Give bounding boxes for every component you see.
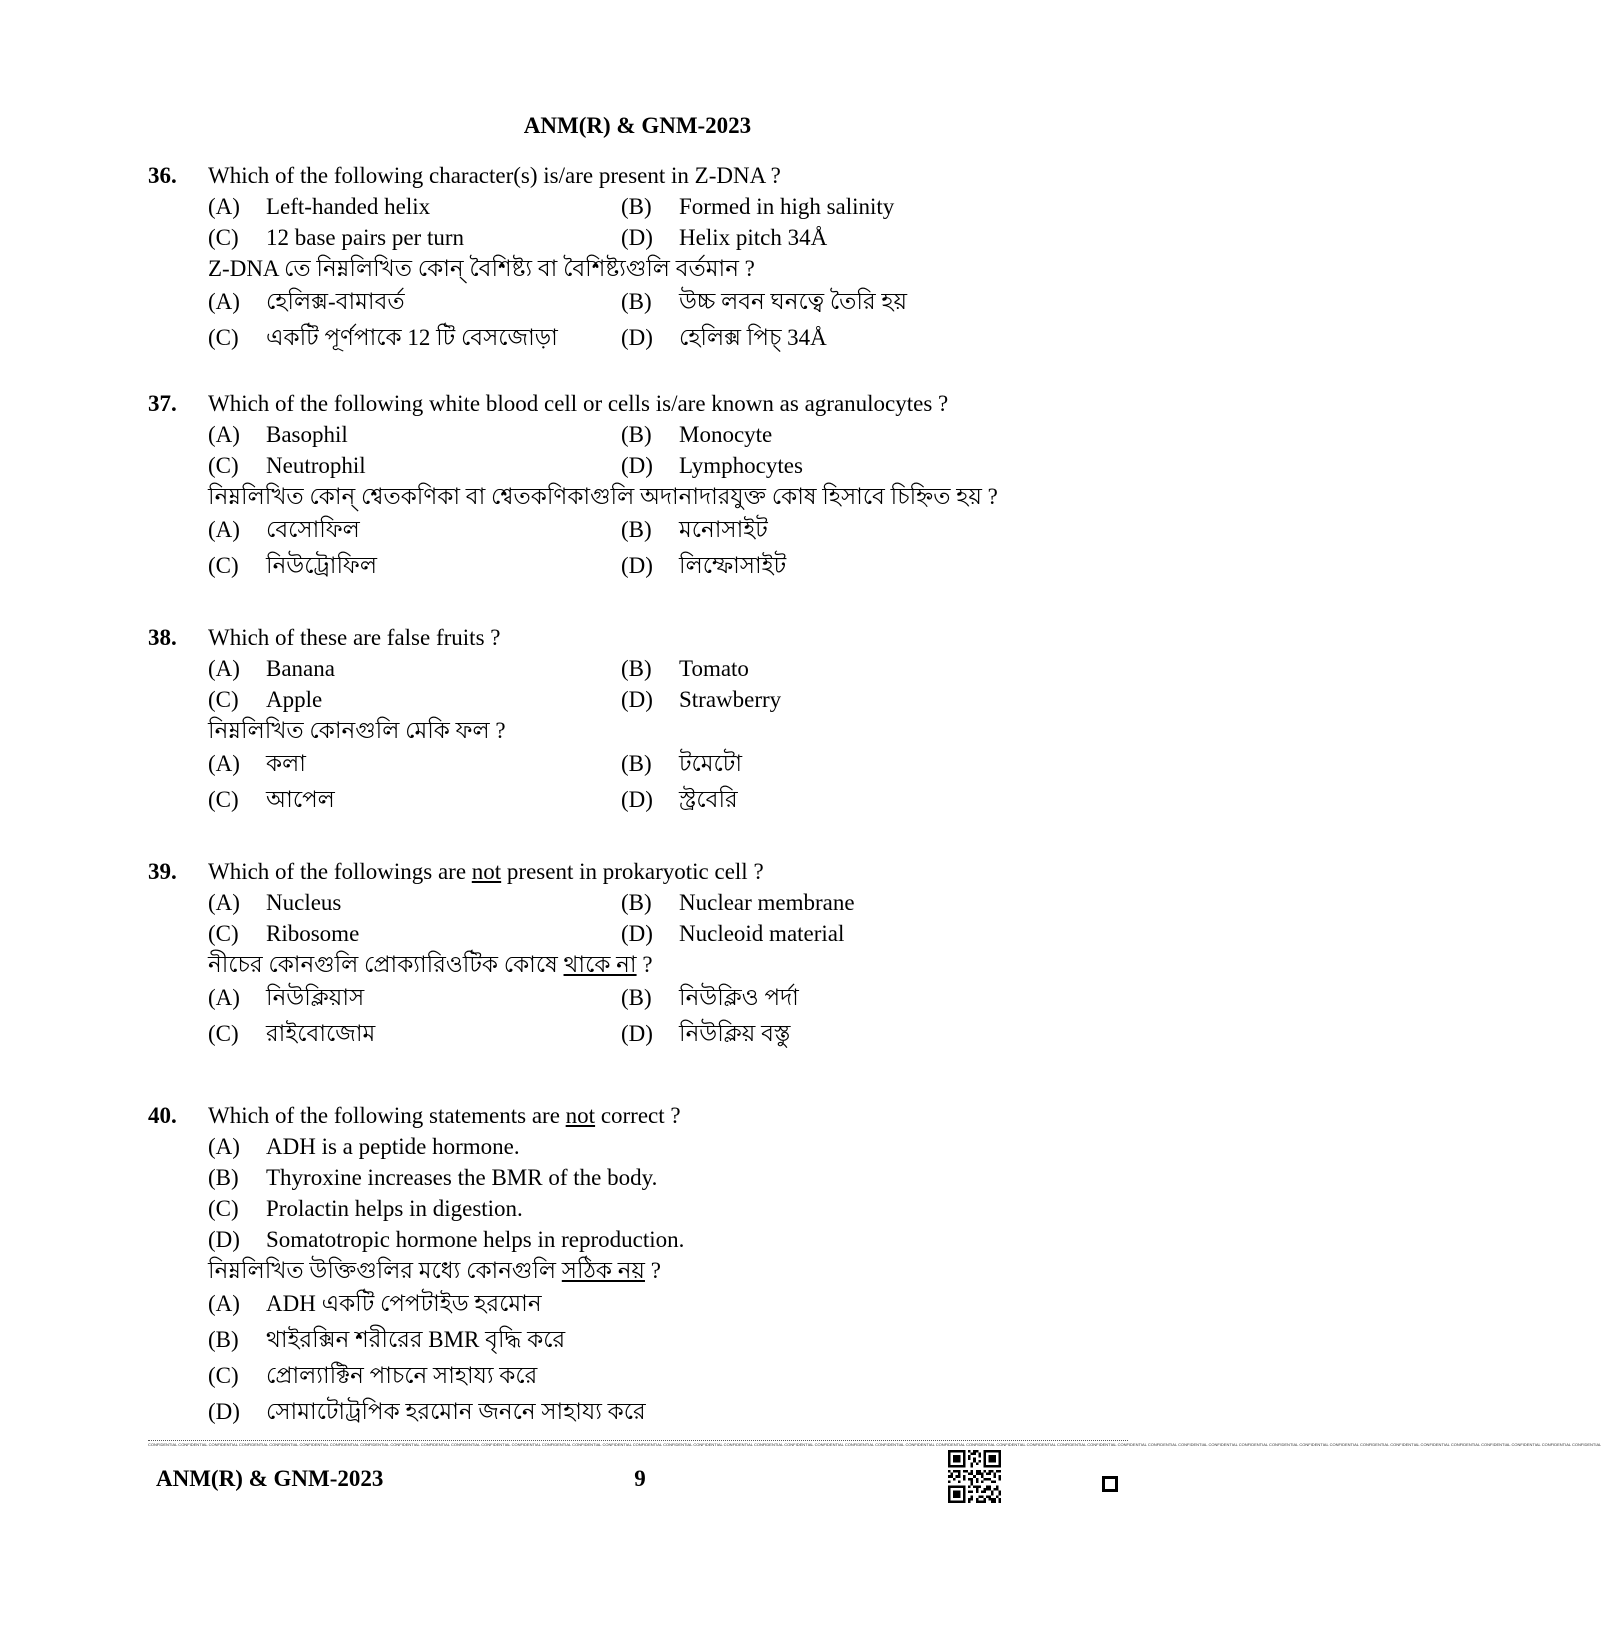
option-label: (D) [621,325,653,350]
option-label: (C) [208,1196,239,1221]
option-text: Neutrophil [266,453,366,478]
option-label: (D) [621,553,653,578]
question-number: 39. [148,859,177,884]
option-label: (A) [208,422,240,447]
option-text: প্রোল্যাক্টিন পাচনে সাহায্য করে [266,1363,538,1388]
option-label: (B) [621,890,652,915]
option-label: (A) [208,751,240,776]
option-text: আপেল [266,787,335,812]
option-text: Lymphocytes [679,453,803,478]
option-text: Nucleus [266,890,342,915]
option-label: (B) [621,194,652,219]
option-text: ADH একটি পেপটাইড হরমোন [266,1291,542,1316]
question-text-bn: নীচের কোনগুলি প্রোক্যারিওটিক কোষে থাকে না ? [208,952,653,977]
option-text: কলা [266,751,306,776]
option-text: Nuclear membrane [679,890,855,915]
option-text: Monocyte [679,422,773,447]
question-38 [148,622,1178,818]
question-number: 36. [148,163,177,188]
option-label: (A) [208,890,240,915]
emphasis-not: থাকে না [563,952,637,977]
option-label: (C) [208,453,239,478]
question-40 [148,1100,1178,1430]
option-text: Helix pitch 34Å [679,225,828,250]
option-label: (C) [208,687,239,712]
option-text: মনোসাইট [679,517,768,542]
option-text: সোমাটোট্রপিক হরমোন জননে সাহায্য করে [266,1399,646,1424]
option-text: Apple [266,687,323,712]
page-header-title: ANM(R) & GNM-2023 [523,113,752,138]
option-text: Tomato [679,656,749,681]
option-label: (D) [621,1021,653,1046]
option-label: (D) [621,225,653,250]
option-text: হেলিক্স পিচ্ 34Å [679,325,827,350]
question-number: 38. [148,625,177,650]
question-37 [148,388,1178,584]
confidential-strip: CONFIDENTIAL CONFIDENTIAL CONFIDENTIAL CONFIDENTIAL CONFIDENTIAL CONFIDENTIAL CONFIDENTIAL CONFIDENTIAL CONFIDENTIAL CONFIDENTIAL CONFIDENTIAL CONFIDENTIAL CONFIDENTIAL CONFIDENTIAL CONFIDENTIAL CONFIDENTIAL CONFIDENTIAL CONFIDENTIAL CONFIDENTIAL CONFIDENTIAL CONFIDENTIAL CONFIDENTIAL CONFIDENTIAL CONFIDENTIAL CONFIDENTIAL CONFIDENTIAL CONFIDENTIAL CONFIDENTIAL CONFIDENTIAL CONFIDENTIAL CONFIDENTIAL CONFIDENTIAL CONFIDENTIAL CONFIDENTIAL CONFIDENTIAL CONFIDENTIAL CONFIDENTIAL CONFIDENTIAL CONFIDENTIAL CONFIDENTIAL CONFIDENTIAL CONFIDENTIAL CONFIDENTIAL CONFIDENTIAL CONFIDENTIAL CONFIDENTIAL CONFIDENTIAL CONFIDENTIAL [148,1442,1601,1447]
footer-exam-code: ANM(R) & GNM-2023 [156,1466,384,1491]
option-label: (A) [208,985,240,1010]
emphasis-not: not [471,859,502,884]
option-label: (D) [621,687,653,712]
page-number: 9 [634,1466,646,1491]
option-label: (C) [208,787,239,812]
option-text: Ribosome [266,921,360,946]
option-text: Strawberry [679,687,782,712]
option-text: ADH is a peptide hormone. [266,1134,520,1159]
option-label: (A) [208,1134,240,1159]
question-number: 37. [148,391,177,416]
option-text: থাইরক্সিন শরীরের BMR বৃদ্ধি করে [266,1327,566,1352]
option-text: Banana [266,656,335,681]
square-marker-icon [1102,1476,1118,1492]
option-label: (C) [208,921,239,946]
question-text-en: Which of these are false fruits ? [208,625,501,650]
option-label: (D) [621,787,653,812]
option-text: একটি পূর্ণপাকে 12 টি বেসজোড়া [266,325,558,350]
option-label: (B) [621,751,652,776]
option-label: (A) [208,1291,240,1316]
question-text-en: Which of the following statements are not correct ? [208,1103,681,1128]
option-text: Formed in high salinity [679,194,895,219]
question-text-bn: নিম্নলিখিত কোনগুলি মেকি ফল ? [208,718,506,743]
question-text-bn: Z-DNA তে নিম্নলিখিত কোন্ বৈশিষ্ট্য বা বৈশিষ্ট্যগুলি বর্তমান ? [208,256,755,281]
option-label: (A) [208,289,240,314]
option-label: (D) [208,1399,240,1424]
question-text-en: Which of the following character(s) is/are present in Z-DNA ? [208,163,781,188]
option-label: (B) [621,656,652,681]
option-text: বেসোফিল [266,517,360,542]
emphasis-not: not [565,1103,596,1128]
option-label: (B) [621,985,652,1010]
option-label: (A) [208,656,240,681]
question-text-en: Which of the following white blood cell or cells is/are known as agranulocytes ? [208,391,949,416]
option-label: (B) [208,1165,239,1190]
option-text: Thyroxine increases the BMR of the body. [266,1165,658,1190]
option-text: টমেটো [679,751,742,776]
option-label: (C) [208,225,239,250]
option-label: (B) [621,422,652,447]
question-text-bn: নিম্নলিখিত কোন্ শ্বেতকণিকা বা শ্বেতকণিকাগুলি অদানাদারযুক্ত কোষ হিসাবে চিহ্নিত হয় ? [208,484,998,509]
option-label: (B) [208,1327,239,1352]
option-label: (C) [208,553,239,578]
option-label: (D) [621,921,653,946]
option-text: লিম্ফোসাইট [679,553,787,578]
option-text: হেলিক্স-বামাবর্ত [266,289,405,314]
option-text: Prolactin helps in digestion. [266,1196,523,1221]
option-text: Somatotropic hormone helps in reproduction. [266,1227,685,1252]
option-text: রাইবোজোম [266,1021,376,1046]
option-text: নিউট্রোফিল [266,553,377,578]
option-text: নিউক্লিও পর্দা [679,985,799,1010]
option-text: নিউক্লিয়াস [266,985,365,1010]
option-text: Nucleoid material [679,921,845,946]
option-label: (A) [208,194,240,219]
option-text: 12 base pairs per turn [266,225,464,250]
option-label: (B) [621,517,652,542]
question-text-bn: নিম্নলিখিত উক্তিগুলির মধ্যে কোনগুলি সঠিক নয় ? [208,1258,661,1283]
question-36 [148,160,1178,356]
qr-code-icon [948,1450,1001,1503]
option-text: Left-handed helix [266,194,431,219]
option-text: স্ট্রবেরি [679,787,738,812]
option-label: (A) [208,517,240,542]
option-text: Basophil [266,422,348,447]
option-text: নিউক্লিয় বস্তু [679,1021,791,1046]
option-text: উচ্চ লবন ঘনত্বে তৈরি হয় [679,289,907,314]
option-label: (D) [621,453,653,478]
question-number: 40. [148,1103,177,1128]
option-label: (C) [208,1021,239,1046]
option-label: (D) [208,1227,240,1252]
emphasis-not: সঠিক নয় [561,1258,645,1283]
option-label: (B) [621,289,652,314]
option-label: (C) [208,1363,239,1388]
option-label: (C) [208,325,239,350]
question-39 [148,856,1178,1052]
question-text-en: Which of the followings are not present in prokaryotic cell ? [208,859,764,884]
